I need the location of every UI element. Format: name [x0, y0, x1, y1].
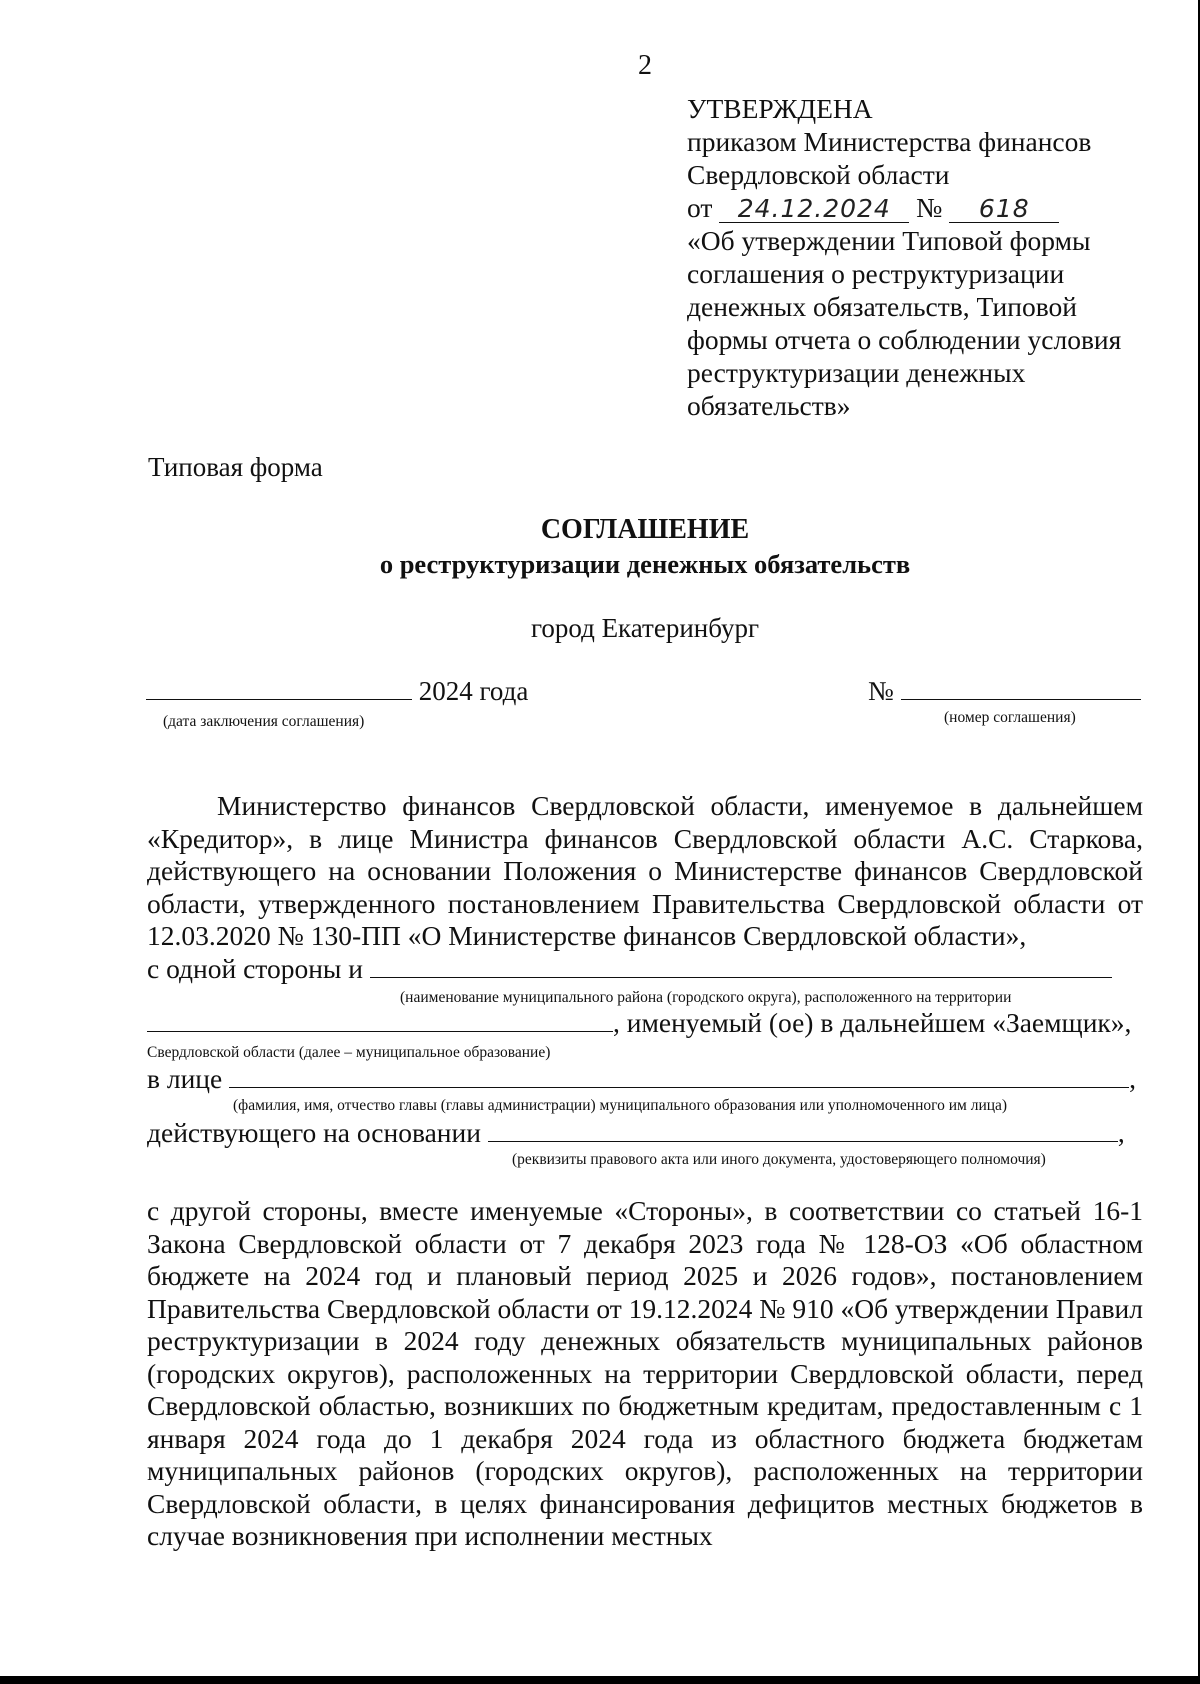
approval-date-number-line — [687, 191, 1157, 224]
person-line — [147, 1063, 1136, 1095]
basis-caption: (реквизиты правового акта или иного документа, удостоверяющего полномочия) — [512, 1151, 1046, 1168]
approval-subject-3: денежных обязательств, Типовой — [687, 291, 1078, 322]
approval-subject-6: обязательств» — [687, 390, 851, 421]
number-blank-line — [901, 677, 1141, 700]
basis-prefix: действующего на основании — [147, 1117, 481, 1148]
approval-title: УТВЕРЖДЕНА — [687, 93, 873, 124]
document-subtitle: о реструктуризации денежных обязательств — [379, 549, 911, 579]
date-caption: (дата заключения соглашения) — [163, 713, 365, 730]
approval-subject-1: «Об утверждении Типовой формы — [687, 225, 1091, 256]
document-title: СОГЛАШЕНИЕ — [540, 514, 750, 545]
borrower-suffix: , именуемый (ое) в дальнейшем «Заемщик», — [613, 1007, 1132, 1038]
borrower-blank-line — [147, 1009, 613, 1032]
person-caption: (фамилия, имя, отчество главы (главы администрации) муниципального образования или уполномоченного им лица) — [233, 1097, 1008, 1114]
approval-number-handwritten: 618 — [949, 196, 1059, 223]
basis-comma: , — [1117, 1117, 1125, 1148]
scan-border-bottom — [0, 1676, 1200, 1684]
basis-blank-line — [488, 1119, 1118, 1142]
approval-block — [687, 92, 1157, 422]
party-blank-line — [370, 955, 1112, 978]
approval-line-1: приказом Министерства финансов — [687, 126, 1092, 157]
person-blank-line — [229, 1065, 1129, 1088]
date-suffix: 2024 года — [418, 676, 529, 706]
party-caption-2: Свердловской области (далее – муниципальное образование) — [147, 1044, 551, 1061]
basis-line — [147, 1117, 1125, 1149]
approval-subject-4: формы отчета о соблюдении условия — [687, 324, 1122, 355]
document-city: город Екатеринбург — [530, 613, 760, 643]
approval-subject-5: реструктуризации денежных — [687, 357, 1026, 388]
number-sign: № — [868, 676, 894, 706]
form-type-label: Типовая форма — [148, 452, 323, 482]
approval-date-handwritten: 24.12.2024 — [719, 196, 909, 223]
page-number: 2 — [638, 50, 652, 81]
approval-number-prefix: № — [916, 192, 943, 223]
approval-line-2: Свердловской области — [687, 159, 950, 190]
approval-subject-2: соглашения о реструктуризации — [687, 258, 1065, 289]
agreement-date-field — [146, 676, 528, 707]
document-heading — [0, 513, 1200, 581]
party-caption-1: (наименование муниципального района (городского округа), расположенного на территории — [400, 989, 1012, 1006]
party-prefix: с одной стороны и — [147, 953, 363, 984]
main-paragraph: с другой стороны, вместе именуемые «Стороны», в соответствии со статьей 16-1 Закона Свердловской области от 7 декабря 2023 года № 128-ОЗ «Об областном бюджете на 2024 год и плановый период 2025 и 2026 годов», постановлением Правительства Свердловской области от 19.12.2024 № 910 «Об утверждении Правил реструктуризации в 2024 году денежных обязательств муниципальных районов (городских округов), расположенных на территории Свердловской области, перед Свердловской областью, возникших по бюджетным кредитам, предоставленным с 1 января 2024 года до 1 декабря 2024 года из областного бюджета бюджетам муниципальных районов (городских округов), расположенных на территории Свердловской области, в целях финансирования дефицитов местных бюджетов в случае возникновения при исполнении местных — [147, 1195, 1143, 1551]
number-caption: (номер соглашения) — [944, 709, 1076, 726]
date-blank-line — [146, 677, 412, 700]
approval-from-prefix: от — [687, 192, 713, 223]
person-prefix: в лице — [147, 1063, 223, 1094]
intro-paragraph: Министерство финансов Свердловской области, именуемое в дальнейшем «Кредитор», в лице Министра финансов Свердловской области А.С. Старкова, действующего на основании Положения о Министерстве финансов Свердловской области, утвержденного постановлением Правительства Свердловской области от 12.03.2020 № 130-ПП «О Министерстве финансов Свердловской области», — [147, 790, 1143, 951]
borrower-line — [147, 1007, 1131, 1039]
party-line — [147, 953, 1112, 985]
person-comma: , — [1129, 1063, 1136, 1094]
agreement-number-field — [868, 676, 1141, 707]
